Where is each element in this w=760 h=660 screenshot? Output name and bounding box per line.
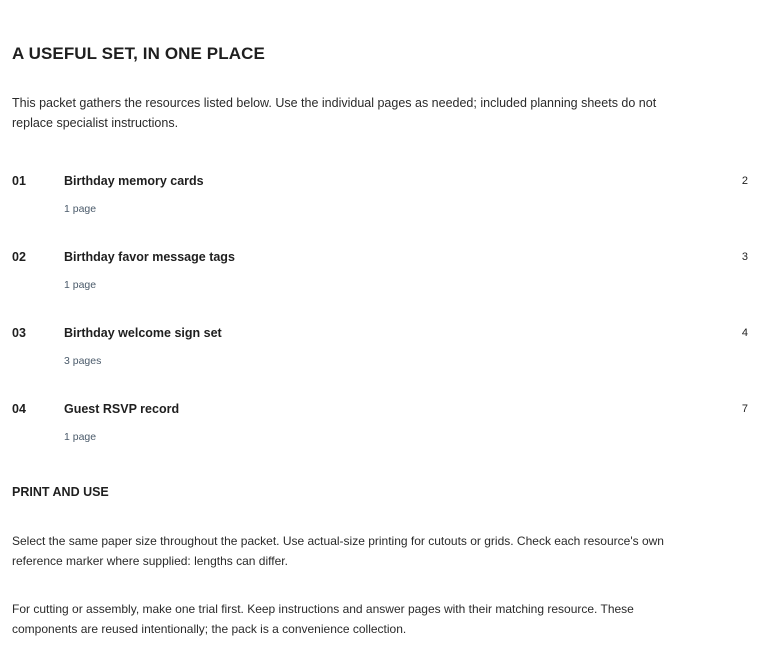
toc-entry-title: Birthday welcome sign set xyxy=(64,326,222,340)
toc-entry-page-count: 1 page xyxy=(64,203,97,215)
toc-entry-number: 03 xyxy=(12,326,26,340)
toc-entry-number: 02 xyxy=(12,250,26,264)
toc-entry-title: Birthday memory cards xyxy=(64,174,204,188)
page-title: A USEFUL SET, IN ONE PLACE xyxy=(12,44,265,63)
toc-entry xyxy=(12,249,748,299)
toc-entry-page-count: 1 page xyxy=(64,279,97,291)
toc-entry-page-number: 2 xyxy=(741,175,748,187)
toc-entry xyxy=(12,173,748,223)
print-paragraph: For cutting or assembly, make one trial first. Keep instructions and answer pages with their matching resource. These components are reused intentionally; the pack is a convenience collection. xyxy=(12,602,634,636)
print-section-heading: PRINT AND USE xyxy=(12,485,109,499)
toc-entry-page-number: 3 xyxy=(741,251,748,263)
toc-entry-page-number: 7 xyxy=(741,403,748,415)
toc-entry-page-count: 1 page xyxy=(64,431,97,443)
toc-entry-page-count: 3 pages xyxy=(64,355,102,367)
toc-entry-number: 04 xyxy=(12,402,26,416)
toc-entry-title: Guest RSVP record xyxy=(64,402,180,416)
toc-entry-page-number: 4 xyxy=(741,327,748,339)
toc-entry-number: 01 xyxy=(12,174,26,188)
print-paragraph: Select the same paper size throughout the packet. Use actual-size printing for cutouts or grids. Check each resource's own reference marker where supplied: lengths can differ. xyxy=(12,534,664,568)
toc-entry xyxy=(12,401,748,451)
toc-entry xyxy=(12,325,748,375)
toc-entry-title: Birthday favor message tags xyxy=(64,250,235,264)
intro-paragraph: This packet gathers the resources listed below. Use the individual pages as needed; included planning sheets do not replace specialist instructions. xyxy=(12,96,657,130)
